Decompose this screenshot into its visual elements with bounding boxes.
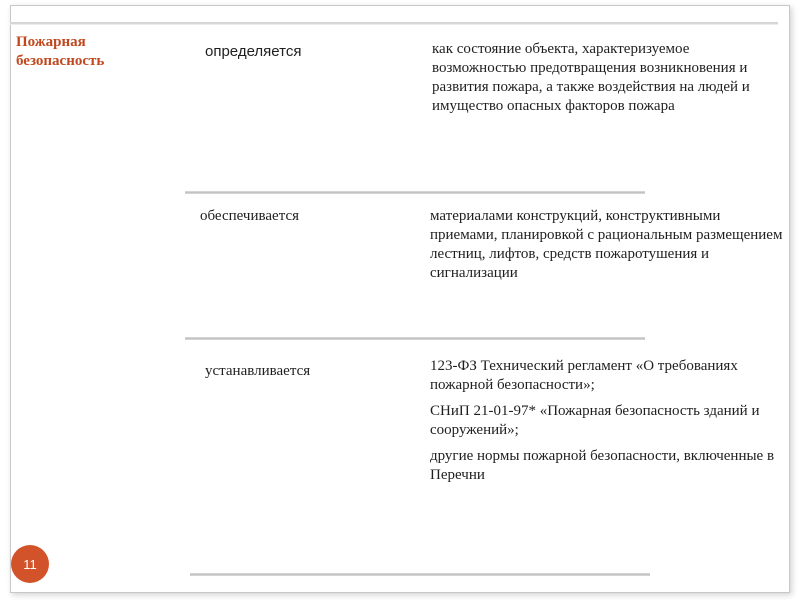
row-2-term: обеспечивается [200, 208, 300, 224]
row-2-definition: материалами конструкций, конструктивными приемами, планировкой с рациональным размещением лестниц, лифтов, средств пожаротушения и сигнализации [430, 208, 783, 281]
regulation-item: 123-ФЗ Технический регламент «О требованиях пожарной безопасности»; [430, 358, 738, 393]
slide-title: Пожарная безопасность [16, 34, 105, 69]
row-separator-2 [185, 337, 645, 340]
page-number-badge: 11 [11, 545, 49, 583]
regulation-item: другие нормы пожарной безопасности, включенные в Перечни [430, 448, 775, 483]
top-rule [10, 22, 778, 25]
row-3-items [430, 357, 775, 492]
regulation-item: СНиП 21-01-97* «Пожарная безопасность зданий и сооружений»; [430, 403, 760, 438]
row-3-term: устанавливается [205, 363, 311, 379]
row-separator-3 [190, 573, 650, 576]
row-1-definition: как состояние объекта, характеризуемое возможностью предотвращения возникновения и развития пожара, а также воздействия на людей и имущество опасных факторов пожара [432, 41, 750, 114]
row-1-term: определяется [205, 43, 302, 60]
row-separator-1 [185, 191, 645, 194]
